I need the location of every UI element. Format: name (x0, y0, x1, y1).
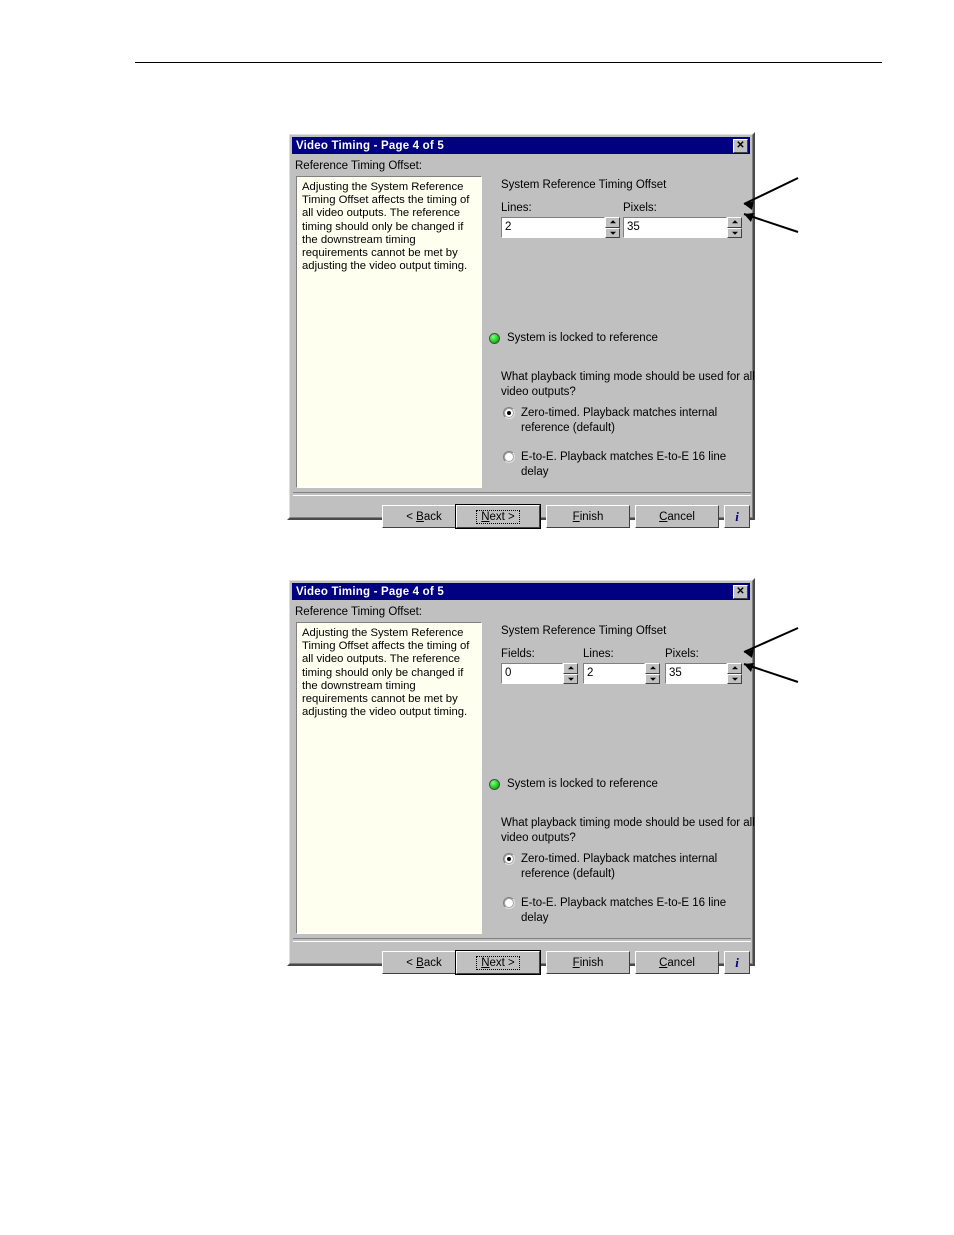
radio-e-to-e[interactable] (503, 450, 733, 479)
radio-e-to-e-label: E-to-E. Playback matches E-to-E 16 line delay (521, 451, 727, 478)
close-icon[interactable]: ✕ (733, 139, 748, 153)
video-timing-dialog-1 (287, 132, 755, 524)
lines-label: Lines: (501, 202, 532, 214)
radio-e-to-e[interactable] (503, 896, 733, 925)
radio-zero-timed-indicator[interactable] (503, 853, 515, 865)
pixels-label: Pixels: (623, 202, 657, 214)
info-button[interactable] (724, 951, 750, 974)
pixels-label: Pixels: (665, 648, 699, 660)
header-rule (135, 62, 882, 63)
radio-zero-timed-label: Zero-timed. Playback matches internal reference (default) (521, 407, 718, 434)
radio-e-to-e-indicator[interactable] (503, 451, 515, 463)
lines-label: Lines: (583, 648, 614, 660)
radio-zero-timed[interactable] (503, 406, 733, 435)
section-label: Reference Timing Offset: (295, 160, 422, 172)
lines-spin-up-icon[interactable] (645, 663, 660, 674)
lines-spin-up-icon[interactable] (605, 217, 620, 228)
lines-input[interactable]: 2 (583, 663, 645, 684)
cancel-button-label: Cancel (659, 510, 695, 523)
playback-mode-question: What playback timing mode should be used for all video outputs? (501, 817, 755, 844)
lock-status (489, 332, 658, 344)
lines-spinner (605, 217, 620, 238)
section-label: Reference Timing Offset: (295, 606, 422, 618)
back-button-label: < Back (406, 510, 442, 523)
callout-arrows-2 (720, 618, 800, 688)
fields-label: Fields: (501, 648, 535, 660)
lock-status (489, 778, 658, 790)
cancel-button[interactable] (635, 505, 719, 528)
cancel-button-label: Cancel (659, 956, 695, 969)
lines-input[interactable]: 2 (501, 217, 605, 238)
finish-button[interactable] (546, 505, 630, 528)
status-led-icon (489, 333, 500, 344)
window-title: Video Timing - Page 4 of 5 (296, 139, 444, 152)
next-button[interactable] (456, 951, 540, 974)
pixels-input[interactable]: 35 (665, 663, 727, 684)
radio-e-to-e-label: E-to-E. Playback matches E-to-E 16 line delay (521, 897, 727, 924)
group-label-system-reference: System Reference Timing Offset (501, 625, 667, 637)
info-button-label: i (735, 508, 739, 524)
finish-button[interactable] (546, 951, 630, 974)
lock-status-label: System is locked to reference (507, 778, 658, 790)
window-title: Video Timing - Page 4 of 5 (296, 585, 444, 598)
fields-input[interactable]: 0 (501, 663, 563, 684)
info-button-label: i (735, 954, 739, 970)
info-button[interactable] (724, 505, 750, 528)
lines-spin-down-icon[interactable] (645, 674, 660, 685)
radio-zero-timed-indicator[interactable] (503, 407, 515, 419)
group-label-system-reference: System Reference Timing Offset (501, 179, 667, 191)
fields-spin-up-icon[interactable] (563, 663, 578, 674)
next-button-label: Next > (476, 510, 520, 524)
finish-button-label: Finish (572, 956, 604, 969)
radio-e-to-e-indicator[interactable] (503, 897, 515, 909)
playback-mode-question: What playback timing mode should be used for all video outputs? (501, 371, 755, 398)
callout-arrows-1 (720, 170, 800, 240)
status-led-icon (489, 779, 500, 790)
help-text-box: Adjusting the System Reference Timing Offset affects the timing of all video outputs. The reference timing should only be changed if the downstream timing requirements cannot be met by adjusting the video output timing. (296, 176, 482, 488)
titlebar[interactable] (292, 137, 750, 154)
finish-button-label: Finish (572, 510, 604, 523)
button-separator (293, 938, 751, 942)
lock-status-label: System is locked to reference (507, 332, 658, 344)
cancel-button[interactable] (635, 951, 719, 974)
lines-spinner (645, 663, 660, 684)
back-button-label: < Back (406, 956, 442, 969)
pixels-input[interactable]: 35 (623, 217, 727, 238)
next-button-label: Next > (476, 956, 520, 970)
video-timing-dialog-2 (287, 578, 755, 970)
lines-spin-down-icon[interactable] (605, 228, 620, 239)
titlebar[interactable] (292, 583, 750, 600)
next-button[interactable] (456, 505, 540, 528)
radio-zero-timed[interactable] (503, 852, 733, 881)
fields-spinner (563, 663, 578, 684)
close-icon[interactable]: ✕ (733, 585, 748, 599)
button-separator (293, 492, 751, 496)
back-button[interactable] (382, 505, 466, 528)
fields-spin-down-icon[interactable] (563, 674, 578, 685)
back-button[interactable] (382, 951, 466, 974)
radio-zero-timed-label: Zero-timed. Playback matches internal reference (default) (521, 853, 718, 880)
help-text-box: Adjusting the System Reference Timing Offset affects the timing of all video outputs. The reference timing should only be changed if the downstream timing requirements cannot be met by adjusting the video output timing. (296, 622, 482, 934)
